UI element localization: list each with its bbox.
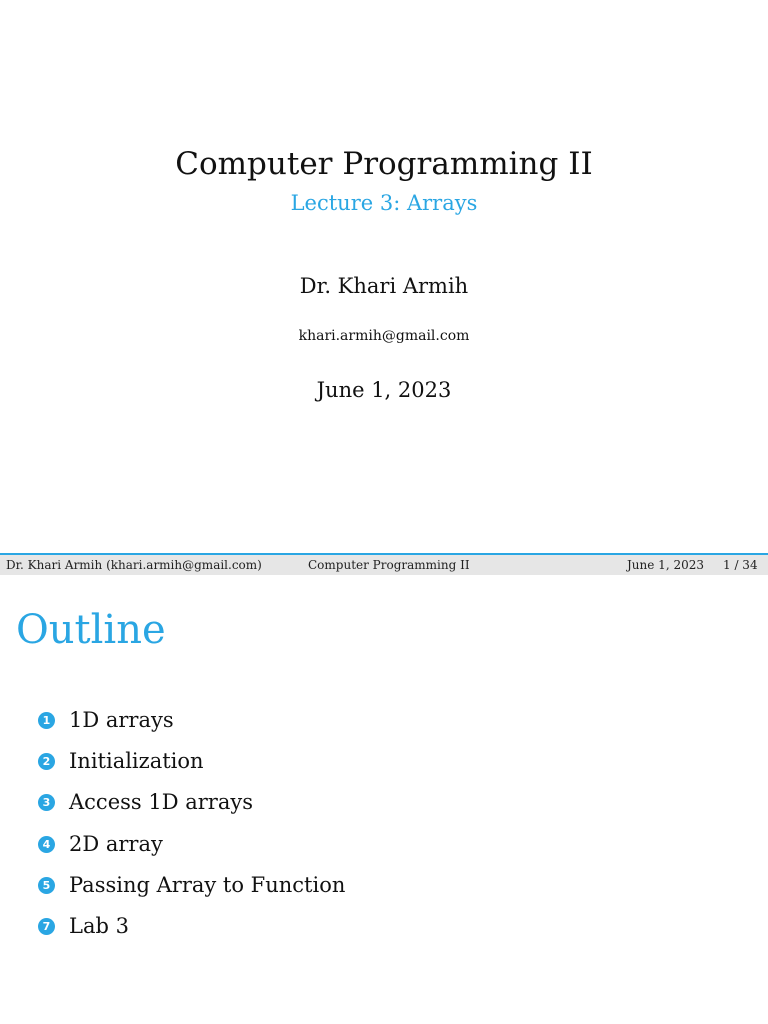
outline-item-label: Passing Array to Function xyxy=(69,873,346,897)
outline-item-label: Access 1D arrays xyxy=(69,790,253,814)
number-badge-icon: 2 xyxy=(38,753,55,770)
number-badge-icon: 7 xyxy=(38,918,55,935)
number-badge-icon: 4 xyxy=(38,836,55,853)
slide-footer xyxy=(0,553,768,575)
author-name: Dr. Khari Armih xyxy=(299,274,469,298)
footer-title: Computer Programming II xyxy=(308,558,470,572)
outline-item xyxy=(38,746,204,776)
outline-item xyxy=(38,870,345,900)
number-badge-icon: 5 xyxy=(38,877,55,894)
outline-item xyxy=(38,829,163,859)
outline-item xyxy=(38,911,129,941)
outline-item-label: 2D array xyxy=(69,832,163,856)
presentation-date: June 1, 2023 xyxy=(316,378,452,402)
footer-author: Dr. Khari Armih (khari.armih@gmail.com) xyxy=(6,558,262,572)
outline-item-label: 1D arrays xyxy=(69,708,174,732)
footer-date: June 1, 2023 xyxy=(627,558,704,572)
outline-slide xyxy=(0,575,768,1024)
outline-item xyxy=(38,705,174,735)
author-email: khari.armih@gmail.com xyxy=(298,328,470,344)
number-badge-icon: 1 xyxy=(38,712,55,729)
outline-item xyxy=(38,787,253,817)
slide-subtitle: Lecture 3: Arrays xyxy=(290,191,478,215)
outline-heading: Outline xyxy=(16,607,166,653)
outline-item-label: Lab 3 xyxy=(69,914,129,938)
slide-title: Computer Programming II xyxy=(175,146,593,182)
outline-item-label: Initialization xyxy=(69,749,204,773)
footer-page-number: 1 / 34 xyxy=(723,558,758,572)
number-badge-icon: 3 xyxy=(38,794,55,811)
